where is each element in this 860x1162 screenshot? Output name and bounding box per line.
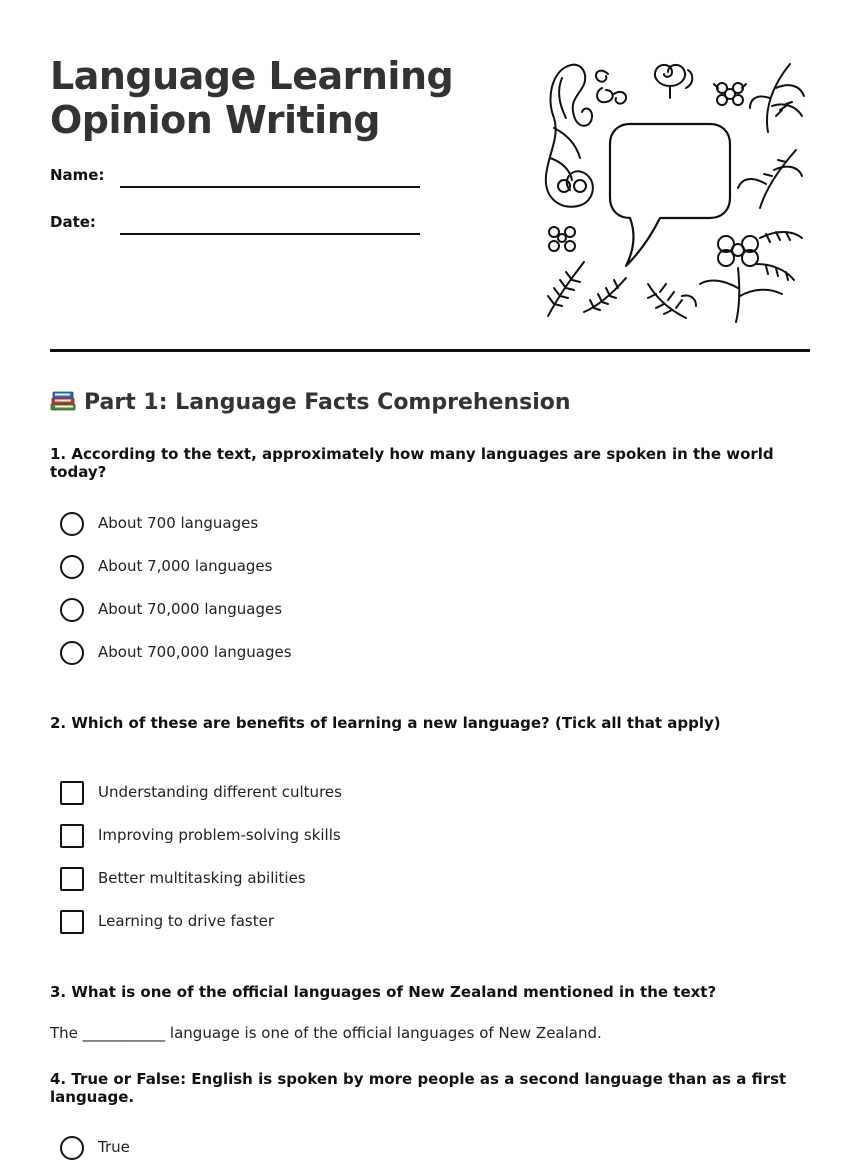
fern-top-right-icon	[750, 64, 804, 132]
flower-bottom-right-icon	[700, 232, 802, 322]
title-line-1: Language Learning	[50, 54, 454, 98]
radio-button[interactable]	[60, 512, 84, 536]
option-label: Learning to drive faster	[98, 912, 275, 930]
name-field[interactable]	[50, 166, 420, 196]
ram-horn-swirl-icon	[655, 65, 692, 98]
swirl-icon	[596, 71, 626, 104]
checkbox[interactable]	[60, 781, 84, 805]
part1-heading	[50, 388, 571, 415]
section-divider	[50, 349, 810, 352]
checkbox[interactable]	[60, 867, 84, 891]
checkbox[interactable]	[60, 824, 84, 848]
option-label: Understanding different cultures	[98, 783, 342, 801]
fern-bottom-left-icon	[548, 262, 626, 316]
part1-heading-text: Part 1: Language Facts Comprehension	[84, 390, 571, 415]
koru-scroll-icon	[546, 65, 593, 207]
question-3: 3. What is one of the official languages of New Zealand mentioned in the text?	[50, 983, 717, 1001]
fern-right-icon	[738, 150, 802, 208]
date-label: Date:	[50, 213, 96, 231]
radio-button[interactable]	[60, 641, 84, 665]
worksheet-page	[50, 0, 810, 1161]
date-field[interactable]	[50, 213, 420, 243]
option-label: About 70,000 languages	[98, 600, 283, 618]
name-line[interactable]	[120, 186, 420, 188]
option-label: True	[98, 1138, 130, 1156]
name-label: Name:	[50, 166, 105, 184]
title-line-2: Opinion Writing	[50, 98, 380, 142]
fill-in-blank-sentence[interactable]: The ___________ language is one of the official languages of New Zealand.	[50, 1024, 602, 1042]
flower-top-icon	[714, 83, 746, 105]
fern-bottom-middle-icon	[648, 284, 696, 318]
question-4: 4. True or False: English is spoken by more people as a second language than as a first language.	[50, 1070, 787, 1106]
option-label: Better multitasking abilities	[98, 869, 306, 887]
speech-bubble-icon	[610, 124, 730, 266]
worksheet-title	[50, 54, 453, 142]
radio-button[interactable]	[60, 598, 84, 622]
decorative-illustration	[540, 58, 810, 328]
flower-left-icon	[549, 227, 575, 251]
radio-button[interactable]	[60, 1136, 84, 1160]
option-label: About 700,000 languages	[98, 643, 292, 661]
date-line[interactable]	[120, 233, 420, 235]
option-label: Improving problem-solving skills	[98, 826, 341, 844]
question-2: 2. Which of these are benefits of learning a new language? (Tick all that apply)	[50, 714, 721, 732]
checkbox[interactable]	[60, 910, 84, 934]
books-icon	[50, 388, 76, 412]
question-1: 1. According to the text, approximately how many languages are spoken in the world today?	[50, 445, 774, 481]
option-label: About 700 languages	[98, 514, 259, 532]
radio-button[interactable]	[60, 555, 84, 579]
option-label: About 7,000 languages	[98, 557, 273, 575]
